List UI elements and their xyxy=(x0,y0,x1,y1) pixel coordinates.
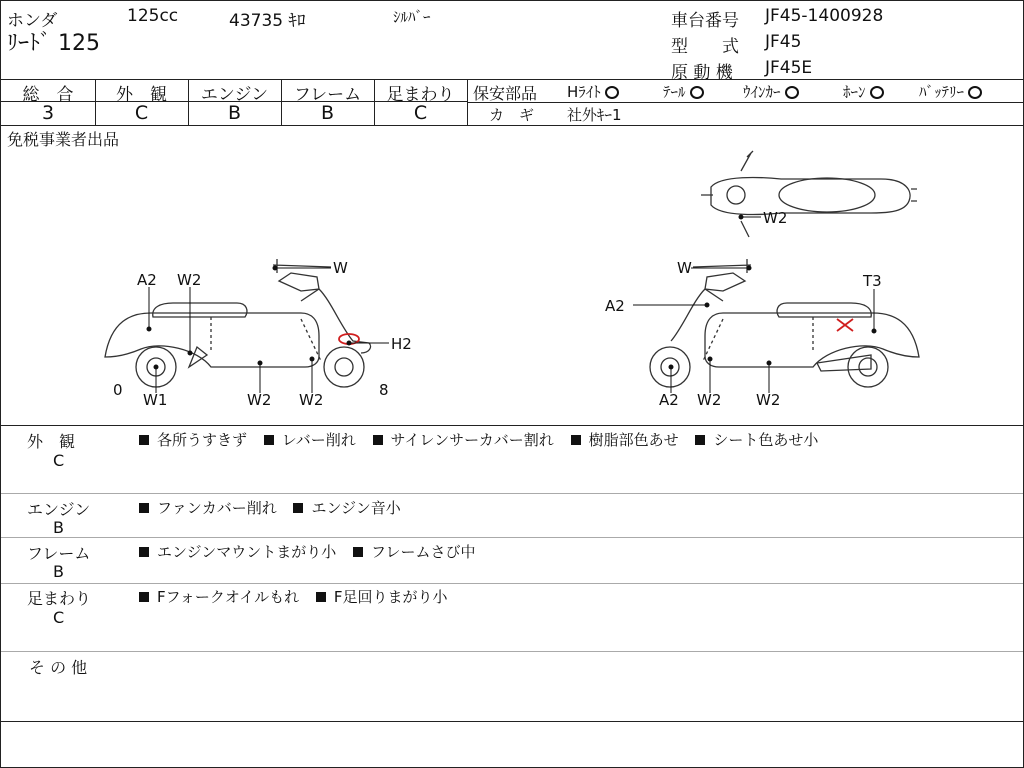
grade-value-exterior: C xyxy=(134,102,149,124)
key-label: カ ギ xyxy=(489,106,535,124)
section-items-suspension xyxy=(139,586,460,607)
label-0: 0 xyxy=(113,381,123,399)
list-item: Fフォークオイルもれ xyxy=(157,588,300,606)
section-name-suspension: 足まわり xyxy=(27,589,92,608)
model-code: JF45 xyxy=(765,32,802,52)
divider xyxy=(1,651,1023,652)
grade-label-overall: 総 合 xyxy=(22,85,74,105)
list-item: エンジン音小 xyxy=(311,499,401,517)
bullet-square-icon xyxy=(571,435,581,445)
maker: ホンダ xyxy=(7,11,58,31)
divider xyxy=(467,79,468,125)
list-item: サイレンサーカバー割れ xyxy=(390,431,554,449)
divider xyxy=(1,425,1023,426)
list-item: シート色あせ小 xyxy=(713,431,819,449)
bullet-square-icon xyxy=(353,547,363,557)
section-items-exterior xyxy=(139,429,830,450)
section-grade-suspension: C xyxy=(53,608,65,627)
list-item: 各所うすきず xyxy=(157,431,248,449)
grade-value-overall: 3 xyxy=(41,102,55,124)
divider xyxy=(1,493,1023,494)
label-w2: W2 xyxy=(247,391,272,409)
grade-label-frame: フレーム xyxy=(293,85,362,105)
divider xyxy=(1,721,1023,722)
grade-value-frame: B xyxy=(320,102,335,124)
label-w2: W2 xyxy=(756,391,781,409)
list-item: 樹脂部色あせ xyxy=(588,431,679,449)
section-items-engine xyxy=(139,497,413,518)
seller-note: 免税事業者出品 xyxy=(7,130,120,149)
label-8: 8 xyxy=(379,381,389,399)
model-name: ﾘｰﾄﾞ 125 xyxy=(7,31,100,56)
section-name-engine: エンジン xyxy=(27,500,91,519)
ok-circle-icon xyxy=(605,86,619,99)
bullet-square-icon xyxy=(139,435,149,445)
model-code-label: 型 式 xyxy=(671,37,739,57)
label-w2: W2 xyxy=(697,391,722,409)
safety-item-winker: ｳｲﾝｶｰ xyxy=(743,81,799,102)
label-h2: H2 xyxy=(391,335,412,353)
bullet-square-icon xyxy=(316,592,326,602)
damage-diagram xyxy=(1,141,1023,425)
bullet-square-icon xyxy=(264,435,274,445)
label-w2: W2 xyxy=(177,271,202,289)
label-w1: W1 xyxy=(143,391,168,409)
frame-no-label: 車台番号 xyxy=(671,11,739,31)
displacement: 125cc xyxy=(127,6,179,26)
ok-circle-icon xyxy=(785,86,799,99)
safety-item-battery: ﾊﾞｯﾃﾘｰ xyxy=(919,81,982,102)
safety-item-horn: ﾎｰﾝ xyxy=(843,81,884,102)
engine-code: JF45E xyxy=(765,58,813,78)
bullet-square-icon xyxy=(293,503,303,513)
grade-value-engine: B xyxy=(227,102,242,124)
list-item: エンジンマウントまがり小 xyxy=(157,543,337,561)
bullet-square-icon xyxy=(695,435,705,445)
bullet-square-icon xyxy=(139,503,149,513)
label-a2: A2 xyxy=(137,271,157,289)
grade-value-suspension: C xyxy=(413,102,428,124)
label-w: W xyxy=(677,259,692,277)
ok-circle-icon xyxy=(968,86,982,99)
ok-circle-icon xyxy=(870,86,884,99)
divider xyxy=(468,102,1023,103)
list-item: F足回りまがり小 xyxy=(333,588,448,606)
safety-label: 保安部品 xyxy=(473,84,538,103)
ok-circle-icon xyxy=(690,86,704,99)
safety-item-headlight: Hﾗｲﾄ xyxy=(567,81,619,102)
divider xyxy=(1,537,1023,538)
divider xyxy=(1,583,1023,584)
section-grade-exterior: C xyxy=(53,451,65,470)
color: ｼﾙﾊﾞｰ xyxy=(393,8,431,26)
list-item: フレームさび中 xyxy=(371,543,476,561)
section-name-exterior: 外 観 xyxy=(27,432,76,451)
bullet-square-icon xyxy=(139,592,149,602)
grade-label-exterior: 外 観 xyxy=(116,85,167,105)
label-a2: A2 xyxy=(605,297,625,315)
frame-no: JF45-1400928 xyxy=(765,6,884,26)
section-grade-frame: B xyxy=(53,562,64,581)
key-value: 社外ｷｰ1 xyxy=(567,106,622,124)
section-grade-engine: B xyxy=(53,518,64,537)
label-w2: W2 xyxy=(299,391,324,409)
mileage: 43735 ｷﾛ xyxy=(229,11,306,31)
grade-label-suspension: 足まわり xyxy=(386,85,455,105)
label-t3: T3 xyxy=(863,272,882,290)
grade-label-engine: エンジン xyxy=(200,85,269,105)
scooter-top-view xyxy=(701,151,917,237)
engine-label: 原 動 機 xyxy=(671,63,733,83)
list-item: レバー削れ xyxy=(281,431,356,449)
section-items-frame xyxy=(139,541,487,562)
bullet-square-icon xyxy=(139,547,149,557)
divider xyxy=(1,125,1023,126)
label-w2: W2 xyxy=(763,209,788,227)
list-item: ファンカバー削れ xyxy=(157,499,277,517)
label-w: W xyxy=(333,259,348,277)
safety-item-tail: ﾃｰﾙ xyxy=(663,81,704,102)
bullet-square-icon xyxy=(373,435,383,445)
section-name-frame: フレーム xyxy=(27,544,91,563)
other-label: そ の 他 xyxy=(29,658,88,677)
label-a2: A2 xyxy=(659,391,679,409)
